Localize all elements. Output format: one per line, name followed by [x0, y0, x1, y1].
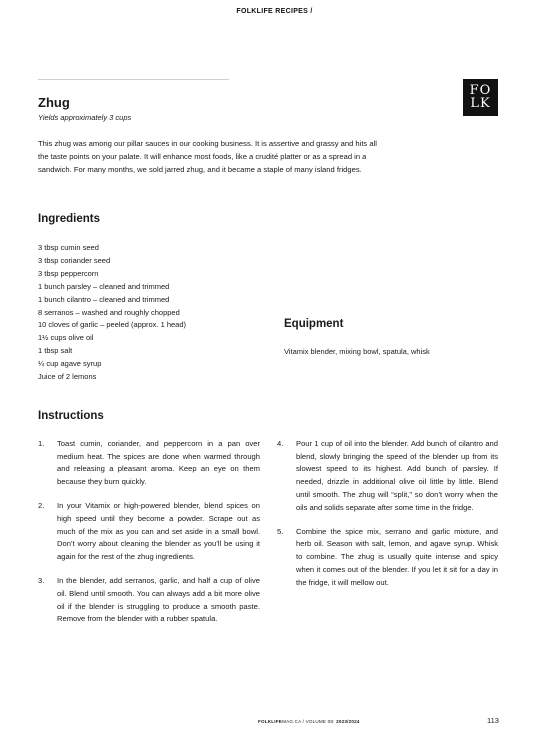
step-number: 4.: [277, 439, 284, 448]
logo-line-1: FO: [469, 83, 492, 98]
step-text: In your Vitamix or high-powered blender, blend spices on high speed until they become a powder. Scrape out as much of the mix as you can and set aside in a small bowl. Don’t worry about cleaning the blender as you’ll be using it again for the rest of the zhug ingredients.: [57, 501, 260, 562]
step-number: 2.: [38, 501, 45, 511]
title-divider: [38, 79, 229, 80]
page-footer: [258, 719, 360, 724]
ingredient-item: 1 bunch cilantro – cleaned and trimmed: [38, 294, 170, 304]
instructions-heading: Instructions: [38, 410, 104, 422]
logo-line-2: LK: [470, 96, 491, 111]
step-number: 1.: [38, 439, 45, 448]
footer-volume-years: 2023/2024: [336, 719, 360, 724]
step-number: 5.: [277, 526, 284, 536]
step-text: Toast cumin, coriander, and peppercorn in a pan over medium heat. The spices are done when warmed through and releasing a pleasant aroma. Keep an eye on them because they burn quickly.: [57, 439, 260, 487]
ingredient-item: 1 tbsp salt: [38, 346, 73, 356]
step-text: Combine the spice mix, serrano and garlic mixture, and herb oil. Season with salt, lemon, and agave syrup. Whisk to combine. The zhug is usually quite intense and spicy when it comes out of the blender. If you let it sit for a day in the fridge, it will mellow out.: [296, 526, 498, 587]
ingredient-item: Juice of 2 lemons: [38, 372, 97, 382]
step-text: In the blender, add serranos, garlic, and half a cup of olive oil. Blend until smooth. You can always add a bit more olive oil if the blender is struggling to produce a smooth paste. Remove from the blender with a rubber spatula.: [57, 576, 260, 624]
ingredient-item: 1 bunch parsley – cleaned and trimmed: [38, 281, 170, 291]
recipe-yield: Yields approximately 3 cups: [38, 113, 132, 122]
footer-site-bold: FOLKLIFE: [258, 719, 283, 724]
instruction-step: [38, 575, 260, 626]
ingredients-heading: Ingredients: [38, 213, 100, 225]
instructions-column-left: [38, 438, 260, 638]
step-text: Pour 1 cup of oil into the blender. Add bunch of cilantro and blend, slowly bringing the speed of the blender up from its slowest speed to its highest. Add bunch of parsley. If needed, drizzle in additional olive oil little by little. Blend until smooth. The zhug will “split,” so don’t worry when the oils and solids separate after some time in the fridge.: [296, 439, 498, 512]
page-number: 113: [487, 716, 499, 725]
ingredient-item: 3 tbsp coriander seed: [38, 255, 111, 265]
ingredient-item: 3 tbsp cumin seed: [38, 243, 99, 252]
ingredient-item: 10 cloves of garlic – peeled (approx. 1 head): [38, 320, 187, 330]
recipe-intro: This zhug was among our pillar sauces in our cooking business. It is assertive and grassy and hits all the taste points on your palate. It will enhance most foods, like a crudité platter or as a spread in a sandwich. For many months, we sold jarred zhug, and it became a staple of many island fridges.: [38, 139, 377, 174]
instruction-step: [38, 500, 260, 564]
ingredient-item: ¼ cup agave syrup: [38, 359, 102, 369]
section-header: FOLKLIFE RECIPES /: [236, 8, 313, 15]
footer-separator: / VOLUME 08:: [301, 719, 337, 724]
ingredient-item: 8 serranos – washed and roughly chopped: [38, 307, 180, 317]
instruction-step: [38, 438, 260, 489]
folklife-logo: [463, 79, 498, 116]
recipe-title: Zhug: [38, 95, 70, 110]
equipment-list: Vitamix blender, mixing bowl, spatula, whisk: [284, 347, 430, 356]
instruction-step: [277, 526, 498, 590]
equipment-heading: Equipment: [284, 318, 344, 330]
ingredient-item: 3 tbsp peppercorn: [38, 268, 99, 278]
footer-site-rest: MAG.CA: [282, 719, 302, 724]
ingredient-item: 1½ cups olive oil: [38, 333, 94, 343]
instruction-step: [277, 438, 498, 514]
instructions-column-right: [277, 438, 498, 601]
step-number: 3.: [38, 576, 45, 586]
ingredients-list: [38, 242, 186, 384]
